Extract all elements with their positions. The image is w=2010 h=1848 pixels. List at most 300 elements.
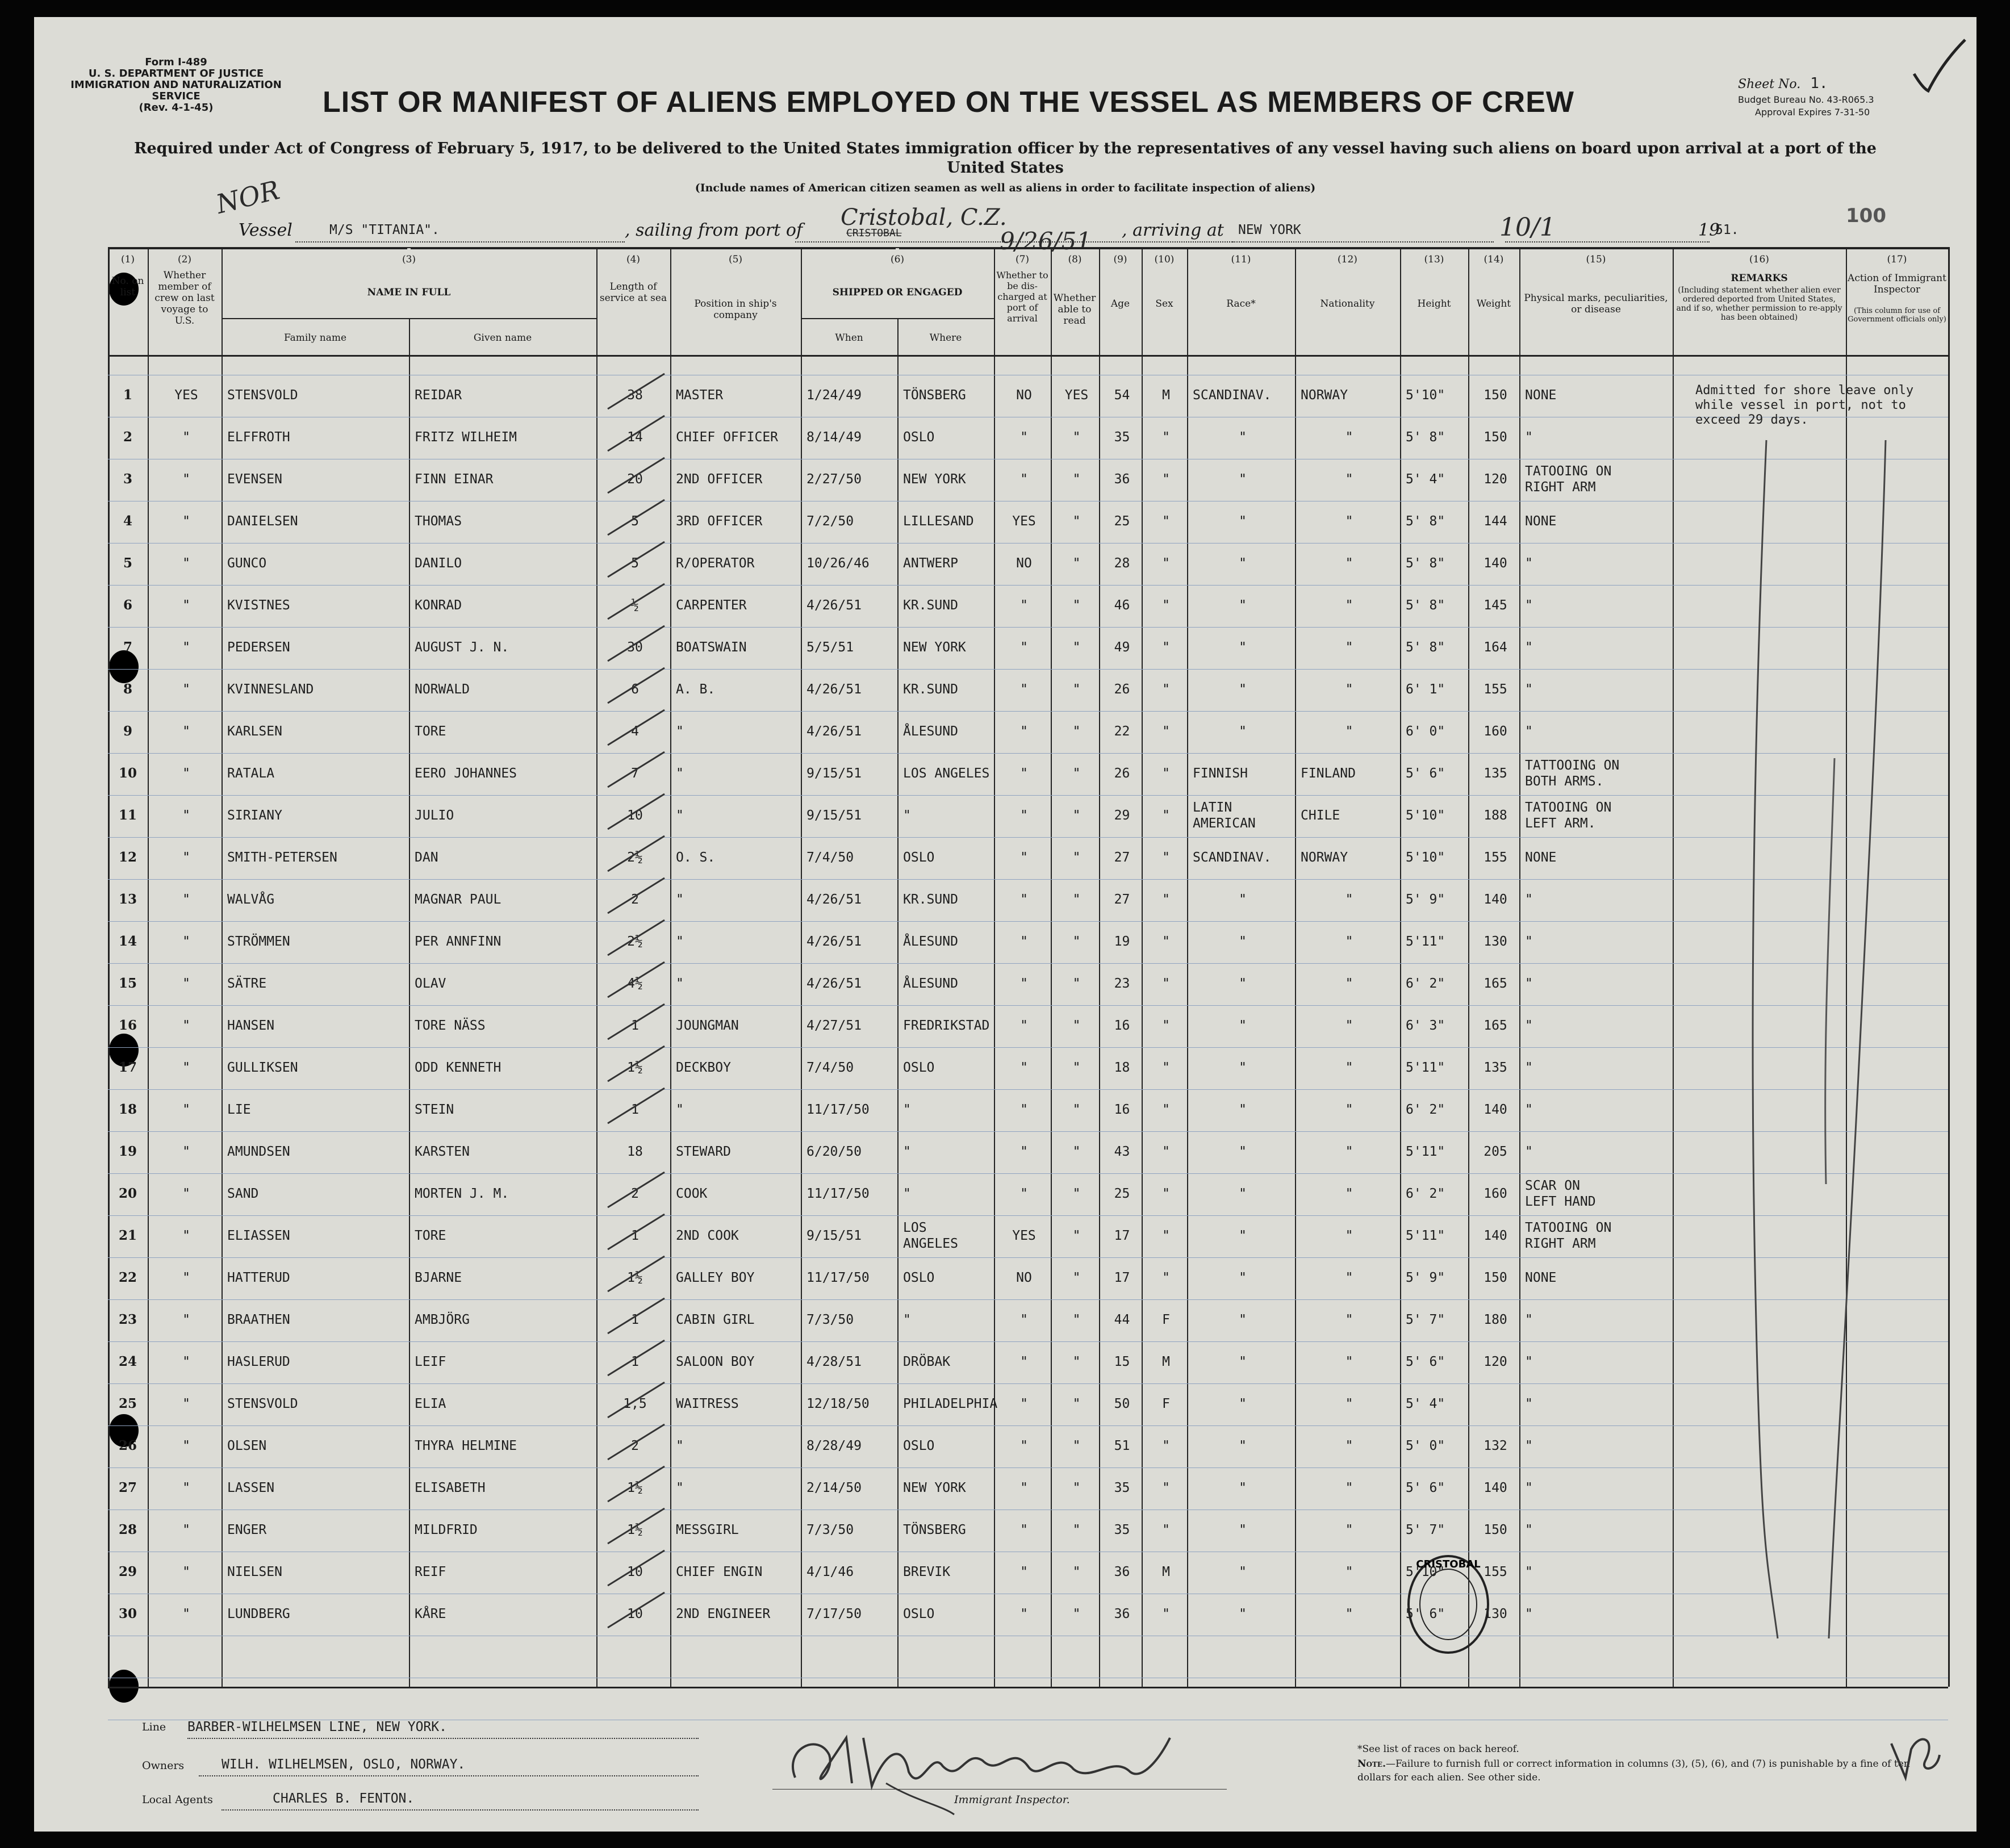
cell-marks: " bbox=[1525, 1523, 1533, 1537]
service-slash-mark bbox=[602, 537, 676, 583]
cell-nat: " bbox=[1345, 1060, 1353, 1075]
cell-given: EERO JOHANNES bbox=[415, 766, 517, 781]
cell-marks: " bbox=[1525, 640, 1533, 655]
cell-family: HASLERUD bbox=[227, 1354, 290, 1369]
cell-race: " bbox=[1239, 976, 1247, 991]
cell-marks: NONE bbox=[1525, 850, 1557, 865]
cell-nat: " bbox=[1345, 640, 1353, 655]
table-row bbox=[108, 921, 1948, 963]
cell-no: 26 bbox=[118, 1438, 137, 1453]
cell-race: " bbox=[1239, 1018, 1247, 1033]
cell-height: 5'11" bbox=[1406, 934, 1445, 949]
service-slash-mark bbox=[602, 663, 676, 709]
cell-when: 6/20/50 bbox=[806, 1144, 862, 1159]
cell-read: " bbox=[1072, 1060, 1081, 1075]
cell-when: 4/26/51 bbox=[806, 934, 862, 949]
cell-position: 2ND COOK bbox=[676, 1228, 739, 1243]
cell-given: KÅRE bbox=[415, 1607, 446, 1621]
cell-given: REIF bbox=[415, 1565, 446, 1579]
cell-nat: " bbox=[1345, 1228, 1353, 1243]
cell-family: GULLIKSEN bbox=[227, 1060, 298, 1075]
header-age: Age bbox=[1110, 298, 1130, 310]
cell-disch: " bbox=[1020, 934, 1028, 949]
cell-age: 28 bbox=[1114, 556, 1130, 571]
cell-height: 5' 9" bbox=[1406, 1270, 1445, 1285]
cell-position: STEWARD bbox=[676, 1144, 731, 1159]
cell-height: 5' 8" bbox=[1406, 556, 1445, 571]
cell-weight: 150 bbox=[1484, 1270, 1507, 1285]
cell-nat: FINLAND bbox=[1301, 766, 1356, 781]
cell-service: 1½ bbox=[627, 1060, 643, 1075]
cell-marks: " bbox=[1525, 430, 1533, 445]
cell-service: 2½ bbox=[627, 934, 643, 949]
cell-nat: " bbox=[1345, 598, 1353, 613]
cell-no: 28 bbox=[118, 1522, 137, 1537]
cell-given: ELIA bbox=[415, 1397, 446, 1411]
cell-when: 9/15/51 bbox=[806, 766, 862, 781]
cell-sex: " bbox=[1162, 430, 1170, 445]
cell-family: KVISTNES bbox=[227, 598, 290, 613]
column-number: (11) bbox=[1231, 254, 1251, 265]
cell-given: BJARNE bbox=[415, 1270, 462, 1285]
header-sex: Sex bbox=[1155, 298, 1173, 310]
cell-nat: NORWAY bbox=[1301, 388, 1348, 403]
header-family-name: Family name bbox=[283, 332, 347, 344]
owners-value: WILH. WILHELMSEN, OSLO, NORWAY. bbox=[222, 1757, 466, 1772]
cell-read: " bbox=[1072, 808, 1081, 823]
cell-race: " bbox=[1239, 1228, 1247, 1243]
cell-given: MORTEN J. M. bbox=[415, 1186, 509, 1201]
inspector-label: Immigrant Inspector. bbox=[954, 1793, 1070, 1806]
cell-sex: " bbox=[1162, 514, 1170, 529]
cell-age: 25 bbox=[1114, 1186, 1130, 1201]
cell-race: " bbox=[1239, 430, 1247, 445]
cell-read: " bbox=[1072, 850, 1081, 865]
cell-when: 10/26/46 bbox=[806, 556, 870, 571]
cell-age: 36 bbox=[1114, 1565, 1130, 1579]
cell-race: " bbox=[1239, 934, 1247, 949]
cell-family: BRAATHEN bbox=[227, 1312, 290, 1327]
cell-nat: " bbox=[1345, 514, 1353, 529]
cell-service: 2½ bbox=[627, 850, 643, 865]
cell-disch: " bbox=[1020, 1397, 1028, 1411]
cell-position: CABIN GIRL bbox=[676, 1312, 755, 1327]
cell-disch: " bbox=[1020, 1354, 1028, 1369]
cell-weight: 140 bbox=[1484, 556, 1507, 571]
table-row bbox=[108, 1257, 1948, 1299]
cell-given: KARSTEN bbox=[415, 1144, 470, 1159]
table-row bbox=[108, 1089, 1948, 1131]
port-stamp bbox=[1403, 1550, 1494, 1658]
cell-age: 36 bbox=[1114, 472, 1130, 487]
cell-service: 2 bbox=[631, 892, 639, 907]
name-subheader-line bbox=[222, 318, 596, 319]
cell-height: 5'10" bbox=[1406, 1565, 1445, 1579]
cell-position: SALOON BOY bbox=[676, 1354, 755, 1369]
port-from: CRISTOBAL bbox=[846, 227, 902, 239]
cell-read: " bbox=[1072, 766, 1081, 781]
cell-family: ELIASSEN bbox=[227, 1228, 290, 1243]
cell-nat: " bbox=[1345, 1565, 1353, 1579]
column-number: (17) bbox=[1887, 254, 1907, 265]
cell-given: OLAV bbox=[415, 976, 446, 991]
cell-disch: " bbox=[1020, 640, 1028, 655]
cell-service: 1½ bbox=[627, 1481, 643, 1495]
service-slash-mark bbox=[602, 1378, 676, 1423]
cell-age: 35 bbox=[1114, 1523, 1130, 1537]
column-number: (6) bbox=[890, 254, 905, 265]
cell-service: 1 bbox=[631, 1102, 639, 1117]
cell-weight: 165 bbox=[1484, 1018, 1507, 1033]
header-physical-marks: Physical marks, peculiarities, or disease bbox=[1524, 292, 1668, 315]
cell-nat: " bbox=[1345, 682, 1353, 697]
cell-disch: " bbox=[1020, 430, 1028, 445]
cell-read: " bbox=[1072, 682, 1081, 697]
table-row bbox=[108, 879, 1948, 921]
cell-family: KARLSEN bbox=[227, 724, 282, 739]
cell-when: 4/27/51 bbox=[806, 1018, 862, 1033]
cell-family: STENSVOLD bbox=[227, 388, 298, 403]
cell-weight: 205 bbox=[1484, 1144, 1507, 1159]
cell-nat: " bbox=[1345, 556, 1353, 571]
cell-weight: 132 bbox=[1484, 1439, 1507, 1453]
cell-disch: " bbox=[1020, 1102, 1028, 1117]
cell-age: 17 bbox=[1114, 1270, 1130, 1285]
cell-read: " bbox=[1072, 430, 1081, 445]
cell-read: " bbox=[1072, 1186, 1081, 1201]
cell-disch: " bbox=[1020, 1481, 1028, 1495]
service-slash-mark bbox=[602, 1462, 676, 1507]
cell-race: FINNISH bbox=[1193, 766, 1248, 781]
department: U. S. DEPARTMENT OF JUSTICE bbox=[88, 68, 264, 80]
cell-when: 1/24/49 bbox=[806, 388, 862, 403]
cell-weight: 135 bbox=[1484, 1060, 1507, 1075]
line-label: Line bbox=[142, 1721, 166, 1733]
cell-sex: " bbox=[1162, 976, 1170, 991]
header-when: When bbox=[835, 332, 863, 344]
cell-weight: 145 bbox=[1484, 598, 1507, 613]
cell-height: 5' 8" bbox=[1406, 430, 1445, 445]
cell-no: 5 bbox=[123, 555, 132, 571]
cell-height: 5'10" bbox=[1406, 808, 1445, 823]
cell-service: 10 bbox=[627, 1607, 643, 1621]
signature-line bbox=[772, 1789, 1227, 1790]
column-number: (2) bbox=[177, 254, 192, 265]
cell-marks: " bbox=[1525, 1354, 1533, 1369]
cell-family: ELFFROTH bbox=[227, 430, 290, 445]
cell-weight: 140 bbox=[1484, 892, 1507, 907]
cell-when: 4/26/51 bbox=[806, 724, 862, 739]
cell-sex: " bbox=[1162, 1481, 1170, 1495]
cell-read: " bbox=[1072, 934, 1081, 949]
cell-no: 13 bbox=[118, 892, 137, 907]
cell-weight: 120 bbox=[1484, 472, 1507, 487]
cell-when: 5/5/51 bbox=[806, 640, 854, 655]
cell-last: " bbox=[182, 1228, 190, 1243]
cell-where: OSLO bbox=[903, 1607, 935, 1621]
cell-read: " bbox=[1072, 1312, 1081, 1327]
cell-where: " bbox=[903, 1144, 911, 1159]
cell-age: 16 bbox=[1114, 1102, 1130, 1117]
cell-family: OLSEN bbox=[227, 1439, 267, 1453]
cell-last: " bbox=[182, 766, 190, 781]
cell-position: CHIEF OFFICER bbox=[676, 430, 779, 445]
cell-family: LASSEN bbox=[227, 1481, 275, 1495]
cell-position: WAITRESS bbox=[676, 1397, 739, 1411]
table-row bbox=[108, 1341, 1948, 1383]
cell-age: 26 bbox=[1114, 682, 1130, 697]
service-slash-mark bbox=[602, 1336, 676, 1381]
cell-disch: NO bbox=[1016, 1270, 1032, 1285]
cell-disch: " bbox=[1020, 1186, 1028, 1201]
cell-where: ÅLESUND bbox=[903, 934, 958, 949]
cell-no: 17 bbox=[118, 1060, 137, 1075]
cell-where: TÖNSBERG bbox=[903, 388, 966, 403]
cell-nat: " bbox=[1345, 1607, 1353, 1621]
cell-given: TORE NÄSS bbox=[415, 1018, 486, 1033]
service-slash-mark bbox=[602, 411, 676, 457]
cell-weight: 155 bbox=[1484, 850, 1507, 865]
table-row bbox=[108, 1299, 1948, 1341]
cell-when: 11/17/50 bbox=[806, 1270, 870, 1285]
cell-given: KONRAD bbox=[415, 598, 462, 613]
cell-disch: YES bbox=[1012, 514, 1036, 529]
cell-family: EVENSEN bbox=[227, 472, 282, 487]
cell-disch: " bbox=[1020, 1607, 1028, 1621]
cell-disch: " bbox=[1020, 1523, 1028, 1537]
cell-race: " bbox=[1239, 1607, 1247, 1621]
cell-when: 7/4/50 bbox=[806, 1060, 854, 1075]
table-row bbox=[108, 1594, 1948, 1636]
cell-nat: " bbox=[1345, 934, 1353, 949]
cell-given: PER ANNFINN bbox=[415, 934, 502, 949]
table-row bbox=[108, 417, 1948, 459]
cell-race: " bbox=[1239, 1144, 1247, 1159]
service-slash-mark bbox=[602, 621, 676, 667]
cell-height: 5' 9" bbox=[1406, 892, 1445, 907]
cell-where: ÅLESUND bbox=[903, 724, 958, 739]
table-row bbox=[108, 1383, 1948, 1425]
table-row bbox=[108, 1005, 1948, 1047]
cell-age: 49 bbox=[1114, 640, 1130, 655]
sheet-number-block bbox=[1738, 75, 1920, 92]
cell-marks: TATOOING ON LEFT ARM. bbox=[1525, 800, 1612, 831]
service-slash-mark bbox=[602, 1168, 676, 1213]
cell-no: 29 bbox=[118, 1564, 137, 1579]
cell-marks: " bbox=[1525, 724, 1533, 739]
service-slash-mark bbox=[602, 1546, 676, 1591]
cell-nat: CHILE bbox=[1301, 808, 1340, 823]
service-slash-mark bbox=[602, 958, 676, 1003]
cell-where: TÖNSBERG bbox=[903, 1523, 966, 1537]
cell-disch: " bbox=[1020, 1565, 1028, 1579]
service-slash-mark bbox=[602, 495, 676, 541]
cell-last: " bbox=[182, 430, 190, 445]
table-row bbox=[108, 1552, 1948, 1594]
cell-marks: " bbox=[1525, 1312, 1533, 1327]
cell-race: " bbox=[1239, 514, 1247, 529]
cell-where: " bbox=[903, 808, 911, 823]
manifest-sheet bbox=[34, 17, 1976, 1832]
cell-sex: " bbox=[1162, 1060, 1170, 1075]
cell-when: 4/26/51 bbox=[806, 976, 862, 991]
cell-last: " bbox=[182, 682, 190, 697]
cell-family: LIE bbox=[227, 1102, 251, 1117]
cell-no: 21 bbox=[118, 1228, 137, 1243]
cell-read: " bbox=[1072, 1481, 1081, 1495]
cell-age: 54 bbox=[1114, 388, 1130, 403]
cell-age: 25 bbox=[1114, 514, 1130, 529]
cell-last: " bbox=[182, 724, 190, 739]
cell-given: THOMAS bbox=[415, 514, 462, 529]
cell-sex: " bbox=[1162, 682, 1170, 697]
cell-position: BOATSWAIN bbox=[676, 640, 747, 655]
cell-last: " bbox=[182, 1607, 190, 1621]
cell-read: " bbox=[1072, 1397, 1081, 1411]
cell-last: " bbox=[182, 934, 190, 949]
cell-given: FRITZ WILHEIM bbox=[415, 430, 517, 445]
cell-when: 7/2/50 bbox=[806, 514, 854, 529]
cell-where: KR.SUND bbox=[903, 682, 958, 697]
cell-read: " bbox=[1072, 640, 1081, 655]
cell-weight: 188 bbox=[1484, 808, 1507, 823]
cell-disch: " bbox=[1020, 766, 1028, 781]
sheet-number: 1. bbox=[1810, 75, 1828, 92]
cell-disch: " bbox=[1020, 1439, 1028, 1453]
cell-last: " bbox=[182, 472, 190, 487]
cell-position: DECKBOY bbox=[676, 1060, 731, 1075]
cell-weight: 150 bbox=[1484, 1523, 1507, 1537]
cell-position: " bbox=[676, 1102, 684, 1117]
cell-no: 14 bbox=[118, 934, 137, 949]
service-slash-mark bbox=[602, 1294, 676, 1339]
cell-given: LEIF bbox=[415, 1354, 446, 1369]
cell-disch: " bbox=[1020, 598, 1028, 613]
table-row bbox=[108, 1425, 1948, 1467]
cell-family: SÄTRE bbox=[227, 976, 267, 991]
cell-marks: " bbox=[1525, 934, 1533, 949]
table-row bbox=[108, 963, 1948, 1005]
table-row bbox=[108, 375, 1948, 417]
cell-where: " bbox=[903, 1186, 911, 1201]
cell-service: 10 bbox=[627, 1565, 643, 1579]
cell-no: 12 bbox=[118, 850, 137, 865]
cell-age: 46 bbox=[1114, 598, 1130, 613]
cell-marks: " bbox=[1525, 1439, 1533, 1453]
column-number: (13) bbox=[1424, 254, 1444, 265]
header-weight: Weight bbox=[1476, 298, 1511, 310]
budget-block bbox=[1738, 94, 1931, 119]
race-note: *See list of races on back hereof. bbox=[1357, 1744, 1519, 1755]
cell-no: 2 bbox=[123, 429, 132, 445]
cell-read: " bbox=[1072, 1607, 1081, 1621]
service-slash-mark bbox=[602, 579, 676, 625]
cell-last: " bbox=[182, 1186, 190, 1201]
line-value: BARBER-WILHELMSEN LINE, NEW YORK. bbox=[187, 1720, 447, 1734]
cell-last: " bbox=[182, 514, 190, 529]
column-number: (1) bbox=[120, 254, 135, 265]
cell-when: 8/28/49 bbox=[806, 1439, 862, 1453]
cell-position: MESSGIRL bbox=[676, 1523, 739, 1537]
cell-disch: " bbox=[1020, 892, 1028, 907]
cell-service: ½ bbox=[631, 598, 639, 613]
nor-handwritten: NOR bbox=[213, 174, 283, 220]
cell-race: SCANDINAV. bbox=[1193, 850, 1272, 865]
check-mark-icon bbox=[1908, 34, 1971, 97]
cell-nat: " bbox=[1345, 1481, 1353, 1495]
cell-marks: " bbox=[1525, 1565, 1533, 1579]
cell-family: KVINNESLAND bbox=[227, 682, 314, 697]
cell-race: " bbox=[1239, 1060, 1247, 1075]
cell-family: SIRIANY bbox=[227, 808, 282, 823]
table-row bbox=[108, 753, 1948, 795]
cell-height: 5' 7" bbox=[1406, 1523, 1445, 1537]
cell-where: NEW YORK bbox=[903, 472, 966, 487]
cell-no: 8 bbox=[123, 681, 132, 697]
service-slash-mark bbox=[602, 747, 676, 793]
cell-service: 1½ bbox=[627, 1270, 643, 1285]
cell-disch: " bbox=[1020, 850, 1028, 865]
cell-given: ODD KENNETH bbox=[415, 1060, 502, 1075]
sailing-label: , sailing from port of bbox=[625, 220, 803, 240]
cell-where: OSLO bbox=[903, 1270, 935, 1285]
cell-disch: " bbox=[1020, 1060, 1028, 1075]
cell-when: 7/17/50 bbox=[806, 1607, 862, 1621]
cell-age: 43 bbox=[1114, 1144, 1130, 1159]
header-name-in-full: NAME IN FULL bbox=[367, 287, 451, 298]
cell-last: " bbox=[182, 556, 190, 571]
cell-when: 4/26/51 bbox=[806, 892, 862, 907]
cell-family: STRÖMMEN bbox=[227, 934, 290, 949]
cell-marks: " bbox=[1525, 1481, 1533, 1495]
cell-weight: 180 bbox=[1484, 1312, 1507, 1327]
cell-service: 2 bbox=[631, 1439, 639, 1453]
cell-height: 6' 1" bbox=[1406, 682, 1445, 697]
cell-position: " bbox=[676, 976, 684, 991]
cell-age: 22 bbox=[1114, 724, 1130, 739]
cell-age: 50 bbox=[1114, 1397, 1130, 1411]
cell-given: STEIN bbox=[415, 1102, 454, 1117]
cell-race: " bbox=[1239, 892, 1247, 907]
revision: (Rev. 4-1-45) bbox=[139, 102, 214, 114]
cell-race: " bbox=[1239, 1270, 1247, 1285]
table-row bbox=[108, 1215, 1948, 1257]
cell-given: AUGUST J. N. bbox=[415, 640, 509, 655]
cell-marks: TATOOING ON RIGHT ARM bbox=[1525, 464, 1612, 495]
cell-where: FREDRIKSTAD bbox=[903, 1018, 990, 1033]
column-number: (16) bbox=[1749, 254, 1769, 265]
cell-race: SCANDINAV. bbox=[1193, 388, 1272, 403]
cell-no: 1 bbox=[123, 387, 132, 403]
cell-where: OSLO bbox=[903, 850, 935, 865]
cell-read: " bbox=[1072, 1018, 1081, 1033]
service-slash-mark bbox=[602, 369, 676, 415]
cell-service: 1 bbox=[631, 1312, 639, 1327]
cell-read: " bbox=[1072, 976, 1081, 991]
cell-service: 20 bbox=[627, 472, 643, 487]
header-discharged: Whether to be dis-charged at port of arrival bbox=[996, 270, 1048, 324]
cell-family: DANIELSEN bbox=[227, 514, 298, 529]
cell-no: 19 bbox=[118, 1144, 137, 1159]
cell-read: " bbox=[1072, 724, 1081, 739]
cell-where: LOS ANGELES bbox=[903, 766, 990, 781]
cell-nat: " bbox=[1345, 472, 1353, 487]
cell-height: 5' 6" bbox=[1406, 1607, 1445, 1621]
cell-service: 1 bbox=[631, 1018, 639, 1033]
cell-marks: " bbox=[1525, 1102, 1533, 1117]
header-race: Race* bbox=[1226, 298, 1256, 310]
cell-marks: " bbox=[1525, 1144, 1533, 1159]
